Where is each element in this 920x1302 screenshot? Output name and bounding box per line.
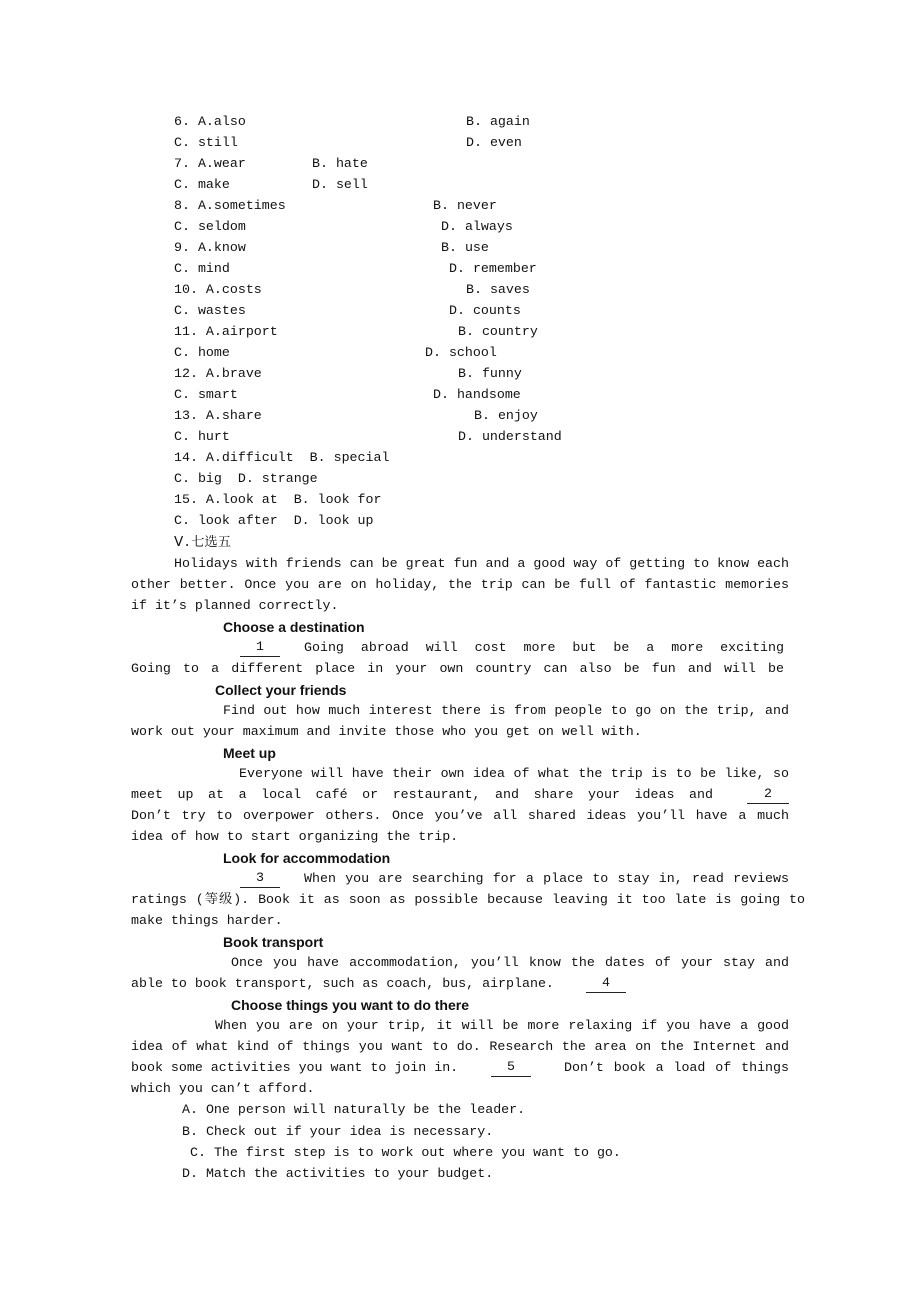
option: D. even [466, 135, 522, 150]
blank-1: 1 [240, 639, 280, 657]
passage-line: Holidays with friends can be great fun and a good way of getting to know each [174, 556, 789, 571]
choice-b: B. Check out if your idea is necessary. [182, 1124, 494, 1139]
option: 12. A.brave [174, 366, 262, 381]
option: D. always [441, 219, 513, 234]
passage-line: Once you have accommodation, you’ll know the dates of your stay and [231, 955, 789, 970]
passage-line: When you are searching for a place to stay in, read reviews [304, 871, 789, 886]
option: C. wastes [174, 303, 246, 318]
option: 14. A.difficult B. special [174, 450, 390, 465]
passage-line: Don’t book a load of things [564, 1060, 789, 1075]
passage-line: Don’t try to overpower others. Once you’ve all shared ideas you’ll have a much [131, 808, 789, 823]
option: D. understand [458, 429, 562, 444]
passage-line: Going abroad will cost more but be a more exciting [304, 640, 784, 655]
option: B. funny [458, 366, 522, 381]
option: C. seldom [174, 219, 246, 234]
passage-line: Going to a different place in your own country can also be fun and will be [131, 661, 784, 676]
option: C. make [174, 177, 230, 192]
option: 9. A.know [174, 240, 246, 255]
section-heading: Meet up [223, 745, 276, 761]
section-heading: Collect your friends [215, 682, 347, 698]
passage-line: able to book transport, such as coach, bus, airplane. [131, 976, 554, 991]
passage-line: When you are on your trip, it will be more relaxing if you have a good [215, 1018, 789, 1033]
passage-line: idea of what kind of things you want to do. Research the area on the Internet and [131, 1039, 789, 1054]
option: C. hurt [174, 429, 230, 444]
option: 8. A.sometimes [174, 198, 286, 213]
option: 13. A.share [174, 408, 262, 423]
blank-2: 2 [747, 786, 789, 804]
option: D. counts [449, 303, 521, 318]
passage-line: meet up at a local café or restaurant, and share your ideas and [131, 787, 713, 802]
option: C. big D. strange [174, 471, 318, 486]
passage-line: work out your maximum and invite those who you get on well with. [131, 724, 642, 739]
option: D. handsome [433, 387, 521, 402]
option: 15. A.look at B. look for [174, 492, 382, 507]
option: B. country [458, 324, 538, 339]
passage-line: Everyone will have their own idea of what the trip is to be like, so [239, 766, 789, 781]
passage-line: Find out how much interest there is from people to go on the trip, and [223, 703, 789, 718]
option: C. smart [174, 387, 238, 402]
blank-4: 4 [586, 975, 626, 993]
option: B. again [466, 114, 530, 129]
option: C. still [174, 135, 238, 150]
option: D. school [425, 345, 497, 360]
option: B. hate [312, 156, 368, 171]
choice-c: C. The first step is to work out where you want to go. [190, 1145, 621, 1160]
blank-5: 5 [491, 1059, 531, 1077]
option: D. remember [449, 261, 537, 276]
section-heading: Look for accommodation [223, 850, 391, 866]
choice-d: D. Match the activities to your budget. [182, 1166, 494, 1181]
passage-line: book some activities you want to join in. [131, 1060, 459, 1075]
option: B. never [433, 198, 497, 213]
section-heading: Choose a destination [223, 619, 365, 635]
option: 10. A.costs [174, 282, 262, 297]
passage-line: if it’s planned correctly. [131, 598, 339, 613]
blank-3: 3 [240, 870, 280, 888]
section-title: Ⅴ.七选五 [174, 535, 231, 550]
option: 6. A.also [174, 114, 246, 129]
option: B. enjoy [474, 408, 538, 423]
passage-line: other better. Once you are on holiday, the trip can be full of fantastic memories [131, 577, 789, 592]
option: 11. A.airport [174, 324, 278, 339]
option: C. home [174, 345, 230, 360]
passage-line: idea of how to start organizing the trip. [131, 829, 459, 844]
option: D. sell [312, 177, 368, 192]
choice-a: A. One person will naturally be the leader. [182, 1102, 526, 1117]
option: C. mind [174, 261, 230, 276]
passage-line: which you can’t afford. [131, 1081, 315, 1096]
option: B. use [441, 240, 489, 255]
option: C. look after D. look up [174, 513, 374, 528]
option: B. saves [466, 282, 530, 297]
passage-line: ratings (等级). Book it as soon as possible because leaving it too late is going to [131, 892, 805, 907]
section-heading: Choose things you want to do there [231, 997, 469, 1013]
option: 7. A.wear [174, 156, 246, 171]
section-heading: Book transport [223, 934, 324, 950]
passage-line: make things harder. [131, 913, 283, 928]
